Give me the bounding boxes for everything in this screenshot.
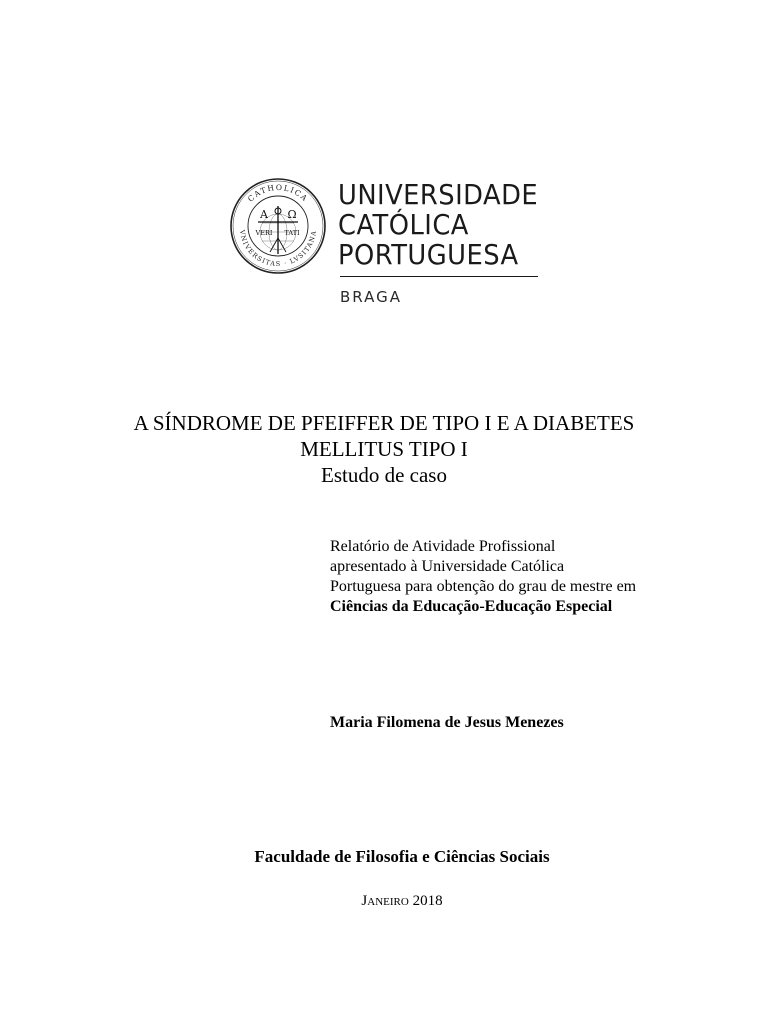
document-date <box>0 893 768 910</box>
degree-name: Ciências da Educação-Educação Especial <box>330 598 613 615</box>
university-logo <box>228 176 548 316</box>
logo-divider <box>340 276 538 277</box>
seal-motto-left: VERI <box>255 229 273 237</box>
report-line1: Relatório de Atividade Profissional <box>330 538 556 555</box>
university-name-line3: PORTUGUESA <box>338 238 519 271</box>
seal-omega: Ω <box>287 208 297 221</box>
title-line1: A SÍNDROME DE PFEIFFER DE TIPO I E A DIABETES <box>133 411 635 435</box>
university-wordmark <box>338 178 539 271</box>
logo-city: BRAGA <box>340 288 402 306</box>
report-line2: apresentado à Universidade Católica <box>330 558 565 575</box>
svg-text:CATHOLICA <box>246 183 310 204</box>
title-line2: MELLITUS TIPO I <box>300 437 468 461</box>
seal-top-text: CATHOLICA <box>246 182 310 204</box>
report-line3: Portuguesa para obtenção do grau de mestre em <box>330 578 637 595</box>
title-line3: Estudo de caso <box>321 463 447 487</box>
seal-alpha: A <box>260 208 268 221</box>
seal-motto-right: TATI <box>284 229 300 237</box>
university-seal-icon <box>228 176 328 276</box>
university-name-line2: CATÓLICA <box>338 208 469 241</box>
report-description <box>330 537 750 617</box>
date-year: 2018 <box>412 893 443 909</box>
author-name: Maria Filomena de Jesus Menezes <box>330 714 564 731</box>
seal-bottom-text: VNIVERSITAS · LVSITANA <box>237 229 319 269</box>
date-month: Janeiro <box>361 893 409 909</box>
faculty-name: Faculdade de Filosofia e Ciências Sociais <box>254 847 550 866</box>
university-name-line1: UNIVERSIDADE <box>338 178 539 211</box>
document-title <box>0 410 768 488</box>
